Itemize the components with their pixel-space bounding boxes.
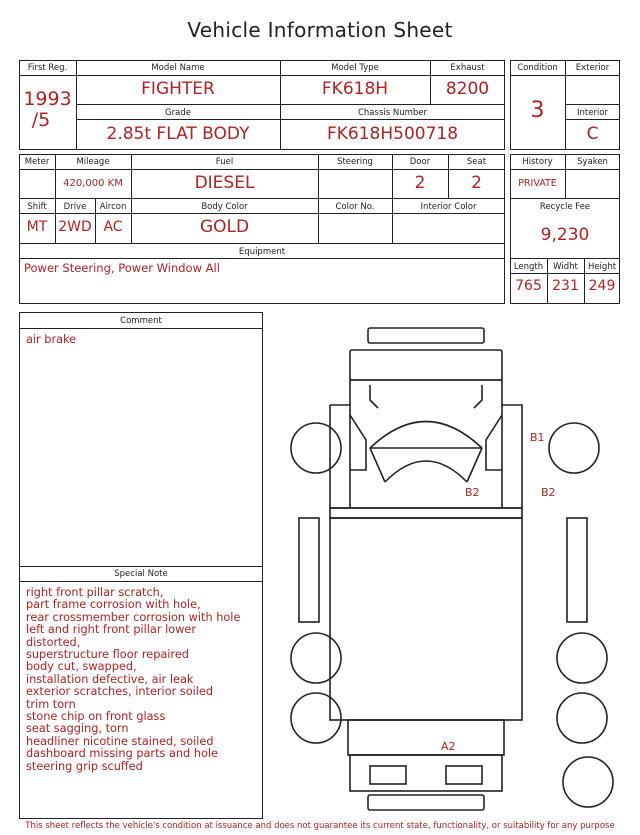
aircon-label: Aircon [99,202,127,212]
history-value: PRIVATE [518,178,557,189]
spare-wheel [563,757,613,807]
recycle-fee-value: 9,230 [540,225,590,245]
first-reg-month: /5 [31,109,51,131]
door-value: 2 [414,173,426,193]
special-note-item: superstructure floor repaired [26,648,189,662]
left-side-guard [299,518,319,622]
body-color-label: Body Color [201,202,248,212]
height-label: Height [587,262,617,272]
special-note-item: stone chip on front glass [26,710,166,724]
body-color-value: GOLD [199,217,250,237]
front-left-wheel [291,423,341,473]
deck-front [330,508,522,518]
equipment-label: Equipment [238,247,286,257]
length-value: 765 [515,278,542,294]
seat-value: 2 [471,173,482,193]
rear-left-wheel-1 [291,633,341,683]
syaken-label: Syaken [577,157,608,167]
mark-a2: A2 [441,740,456,753]
drive-value: 2WD [58,219,92,235]
left-window [350,415,366,470]
rear-bumper [368,795,484,810]
cab-body [330,380,522,508]
front-right-wheel [549,423,599,473]
condition-value: 3 [530,98,545,123]
rear-lamp-right [446,766,482,784]
door-label: Door [409,157,431,167]
chassis-number-label: Chassis Number [357,108,428,118]
right-mirror [474,385,482,408]
windshield [370,422,482,449]
special-note-label: Special Note [114,569,168,579]
first-reg-label: First Reg. [27,63,68,73]
special-note-item: right front pillar scratch, [26,586,164,599]
page-title: Vehicle Information Sheet [187,18,453,42]
mark-b2-right: B2 [541,486,556,499]
model-type-label: Model Type [331,63,379,73]
interior-color-label: Interior Color [420,202,477,212]
condition-label: Condition [517,63,558,73]
special-note-item: body cut, swapped, [26,660,137,674]
rear-right-wheel-2 [557,693,607,743]
rear-deck [348,720,504,755]
meter-label: Meter [24,157,50,167]
color-no-label: Color No. [335,202,375,212]
special-note-item: rear crossmember corrosion with hole [26,610,241,624]
right-side-guard [567,518,587,622]
special-note-item: seat sagging, torn [26,722,129,736]
comment-label: Comment [120,316,162,326]
special-note-item: part frame corrosion with hole, [26,598,201,612]
interior-value: C [586,124,599,144]
fuel-value: DIESEL [194,173,255,193]
width-value: 231 [552,278,579,294]
cab-front [350,350,502,380]
mark-b1: B1 [530,431,545,444]
fuel-label: Fuel [215,157,234,167]
special-note-item: dashboard missing parts and hole [26,747,218,761]
width-label: Widht [553,262,578,272]
cab-roof-arc [385,461,467,482]
footer-disclaimer: This sheet reflects the vehicle's condition at issuance and does not guarantee its current state, functionality, or suitability for any purpose [25,821,615,831]
seat-label: Seat [466,157,487,167]
special-note-item: exterior scratches, interior soiled [26,685,214,699]
history-label: History [522,157,553,167]
exterior-label: Exterior [575,63,610,73]
grade-value: 2.85t FLAT BODY [106,124,250,144]
chassis-number-value: FK618H500718 [326,124,459,144]
height-value: 249 [588,278,616,294]
shift-label: Shift [27,202,47,212]
first-reg-year: 1993 [23,88,72,110]
exhaust-value: 8200 [445,79,490,99]
truck-diagram [280,318,625,818]
front-bumper [368,328,484,343]
comment-text: air brake [26,333,77,346]
rear-left-wheel-2 [291,693,341,743]
special-note-item: steering grip scuffed [26,759,143,773]
steering-label: Steering [337,157,373,167]
mileage-value: 420,000 KM [63,178,123,189]
aircon-value: AC [103,219,123,235]
recycle-fee-label: Recycle Fee [539,202,591,212]
mileage-label: Mileage [76,157,110,167]
grade-label: Grade [165,108,191,118]
model-name-label: Model Name [151,63,205,73]
model-type-value: FK618H [321,79,389,99]
special-note-item: installation defective, air leak [26,672,194,686]
exhaust-label: Exhaust [450,63,485,73]
rear-right-wheel-1 [557,633,607,683]
special-note-list [26,587,260,773]
right-window [486,415,502,470]
special-note-item: trim torn [26,697,76,711]
interior-label: Interior [576,108,608,118]
special-note-item: left and right front pillar lower [26,623,196,637]
special-note-item: distorted, [26,635,81,649]
cargo-deck [330,518,522,720]
left-mirror [370,385,378,408]
rear-frame [350,755,502,791]
special-note-item: headliner nicotine stained, soiled [26,734,214,748]
mark-b2-left: B2 [465,486,480,499]
length-label: Length [513,262,544,272]
shift-value: MT [26,219,48,235]
rear-lamp-left [370,766,406,784]
model-name-value: FIGHTER [141,79,215,99]
drive-label: Drive [63,202,87,212]
equipment-value: Power Steering, Power Window All [24,261,220,275]
